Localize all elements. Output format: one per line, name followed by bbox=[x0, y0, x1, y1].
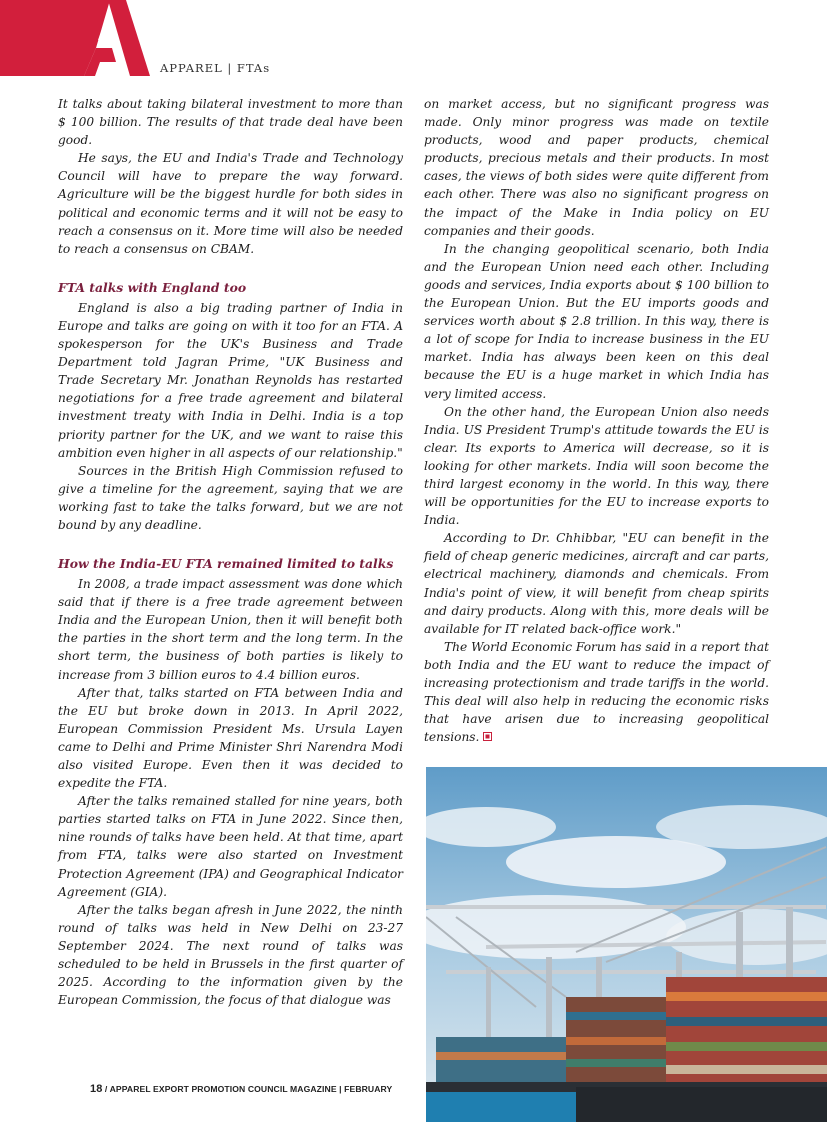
paragraph: He says, the EU and India's Trade and Technology Council will have to prepare the way forward. Agriculture will be the biggest hurdle for both sides in political and economic terms and it will not be easy to reach a consensus on it. More time will also be needed to reach a consensus on CBAM. bbox=[58, 151, 403, 256]
paragraph: It talks about taking bilateral investment to more than $ 100 billion. The results of that trade deal have been good. bbox=[58, 97, 403, 148]
paragraph: on market access, but no significant progress was made. Only minor progress was made on textile products, wood and paper products, chemical products, precious metals and their products. In most cases, the views of both sides were quite different from each other. There was also no significant progress on the impact of the Make in India policy on EU companies and their goods. bbox=[424, 97, 769, 238]
page-footer bbox=[90, 1083, 392, 1095]
footer-text: / APPAREL EXPORT PROMOTION COUNCIL MAGAZINE | FEBRUARY bbox=[102, 1084, 393, 1094]
paragraph: After the talks remained stalled for nine years, both parties started talks on FTA in June 2022. Since then, nine rounds of talks have been held. At that time, apart from FTA, talks were also started on Investment Protection Agreement (IPA) and Geographical Indicator Agreement (GIA). bbox=[58, 794, 403, 899]
paragraph: After that, talks started on FTA between India and the EU but broke down in 2013. In April 2022, European Commission President Ms. Ursula Layen came to Delhi and Prime Minister Shri Narendra Modi also visited Europe. Even then it was decided to expedite the FTA. bbox=[58, 685, 403, 791]
paragraph: In the changing geopolitical scenario, both India and the European Union need each other. Including goods and services, India exports about $ 100 billion to the European Union. But the EU imports goods and services worth about $ 2.8 trillion. In this way, there is a lot of scope for India to increase business in the EU market. India has always been keen on this deal because the EU is a huge market in which India has very limited access. bbox=[424, 241, 769, 401]
page-number: 18 bbox=[90, 1083, 103, 1095]
right-column bbox=[424, 95, 769, 746]
paragraph-final bbox=[424, 638, 769, 747]
subheading-england: FTA talks with England too bbox=[58, 279, 247, 295]
left-column bbox=[58, 95, 403, 1009]
paragraph: After the talks began afresh in June 2022, the ninth round of talks was held in New Delhi on 23-27 September 2024. The next round of talks was scheduled to be held in Brussels in the first quarter of 2025. According to the information given by the European Commission, the focus of that dialogue was bbox=[58, 902, 403, 1008]
paragraph-text: The World Economic Forum has said in a report that both India and the EU want to reduce the impact of increasing protectionism and trade tariffs in the world. This deal will also help in reducing the economic risks that have arisen due to increasing geopolitical tensions. bbox=[424, 639, 769, 745]
subheading-india-eu: How the India-EU FTA remained limited to talks bbox=[58, 556, 394, 572]
section-label: APPAREL | FTAs bbox=[160, 61, 271, 75]
paragraph: In 2008, a trade impact assessment was done which said that if there is a free trade agreement between India and the European Union, then it will benefit both the parties in the short term and the long term. In the short term, the business of both parties is likely to increase from 3 billion euros to 4.4 billion euros. bbox=[58, 577, 403, 682]
container-port-cranes-photo bbox=[426, 767, 827, 1122]
paragraph: Sources in the British High Commission refused to give a timeline for the agreement, saying that we are working fast to take the talks forward, but we are not bound by any deadline. bbox=[58, 463, 403, 532]
paragraph: England is also a big trading partner of India in Europe and talks are going on with it too for an FTA. A spokesperson for the UK's Business and Trade Department told Jagran Prime, "UK Business and Trade Secretary Mr. Jonathan Reynolds has restarted negotiations for a free trade agreement and bilateral investment treaty with India in Delhi. India is a top priority partner for the UK, and we want to raise this ambition even higher in all aspects of our relationship." bbox=[58, 300, 403, 460]
paragraph: According to Dr. Chhibbar, "EU can benefit in the field of cheap generic medicines, aircraft and car parts, electrical machinery, diamonds and chemicals. From India's point of view, it will benefit from cheap spirits and dairy products. Along with this, more deals will be available for IT related back-office work." bbox=[424, 531, 769, 636]
end-mark-icon bbox=[483, 732, 492, 741]
red-letter-a-logo bbox=[0, 0, 150, 76]
paragraph: On the other hand, the European Union also needs India. US President Trump's attitude towards the EU is clear. Its exports to America will decrease, so it is looking for other markets. India will soon become the third largest economy in the world. In this way, there will be opportunities for the EU to increase exports to India. bbox=[424, 404, 769, 528]
